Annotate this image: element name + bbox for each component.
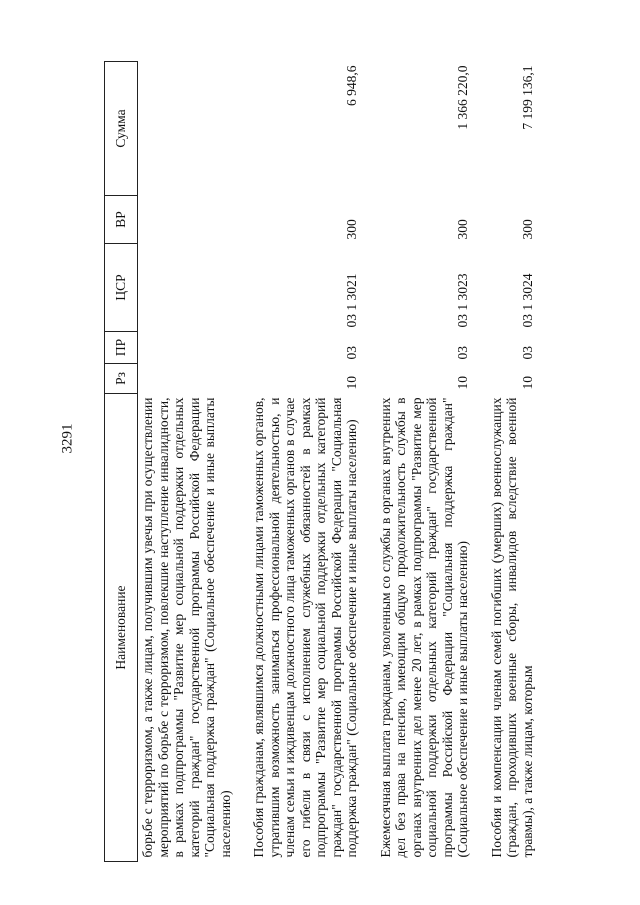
page-number: 3291 [59,423,76,454]
row-csr [138,244,236,332]
row-pr: 03 [519,346,535,360]
table-row [249,62,362,862]
row-csr: 03 1 3024 [519,273,535,328]
row-vr: 300 [519,219,535,240]
row-csr: 03 1 3021 [344,273,359,328]
header-rz: Рз [105,364,138,394]
row-pr [138,332,236,364]
header-vr: ВР [105,196,138,244]
row-name: Ежемесячная выплата гражданам, уволенным со службы в органах внутренних дел без права на пенсию, имеющим общую продолжительность службы в органах внутренних дел менее 20 лет, в рамках подпрограммы "Развитие мер социальной поддержки отдельных категорий граждан" государственной программы Российской Федерации "Социальная поддержка граждан" (Социальное обеспечение и иные выплаты населению) [377,397,470,858]
row-pr: 03 [455,346,470,360]
table-row [138,62,236,862]
header-sum: Сумма [105,62,138,196]
row-csr: 03 1 3023 [455,273,470,328]
row-vr [138,196,236,244]
table-row [487,62,538,862]
row-pr: 03 [344,346,359,360]
row-vr: 300 [455,219,470,240]
row-sum: 1 366 220,0 [455,65,470,130]
table-row [376,62,473,862]
budget-table [104,61,537,862]
row-sum: 7 199 136,1 [519,65,535,130]
row-rz: 10 [344,376,359,390]
row-rz: 10 [519,376,535,390]
row-name: борьбе с терроризмом, а также лицам, получившим увечья при осуществлении мероприятий по борьбе с терроризмом, повлекшие наступление инвалидности, в рамках подпрограммы "Развитие мер социальной поддержки отдельных категорий граждан" государственной программы Российской Федерации "Социальная поддержка граждан" (Социальное обеспечение и иные выплаты населению) [140,397,233,858]
header-pr: ПР [105,332,138,364]
row-sum [138,62,236,196]
table-header-row [105,62,138,862]
row-rz [138,364,236,394]
row-name: Пособия гражданам, являвшимся должностными лицами таможенных органов, утратившим возможность заниматься профессиональной деятельностью, и членам семьи и иждивенцам должностного лица таможенных органов в случае его гибели в связи с исполнением служебных обязанностей в рамках подпрограммы "Развитие мер социальной поддержки отдельных категорий граждан" государственной программы Российской Федерации "Социальная поддержка граждан" (Социальное обеспечение и иные выплаты населению) [251,397,359,858]
row-rz: 10 [455,376,470,390]
header-csr: ЦСР [105,244,138,332]
budget-table-container [104,62,584,862]
row-vr: 300 [344,219,359,240]
row-name: Пособия и компенсации членам семей погибших (умерших) военнослужащих (граждан, проходивших военные сборы, инвалидов вследствие военной травмы), а также лицам, которым [488,397,535,858]
row-sum: 6 948,6 [344,65,359,106]
header-name: Наименование [105,394,138,862]
